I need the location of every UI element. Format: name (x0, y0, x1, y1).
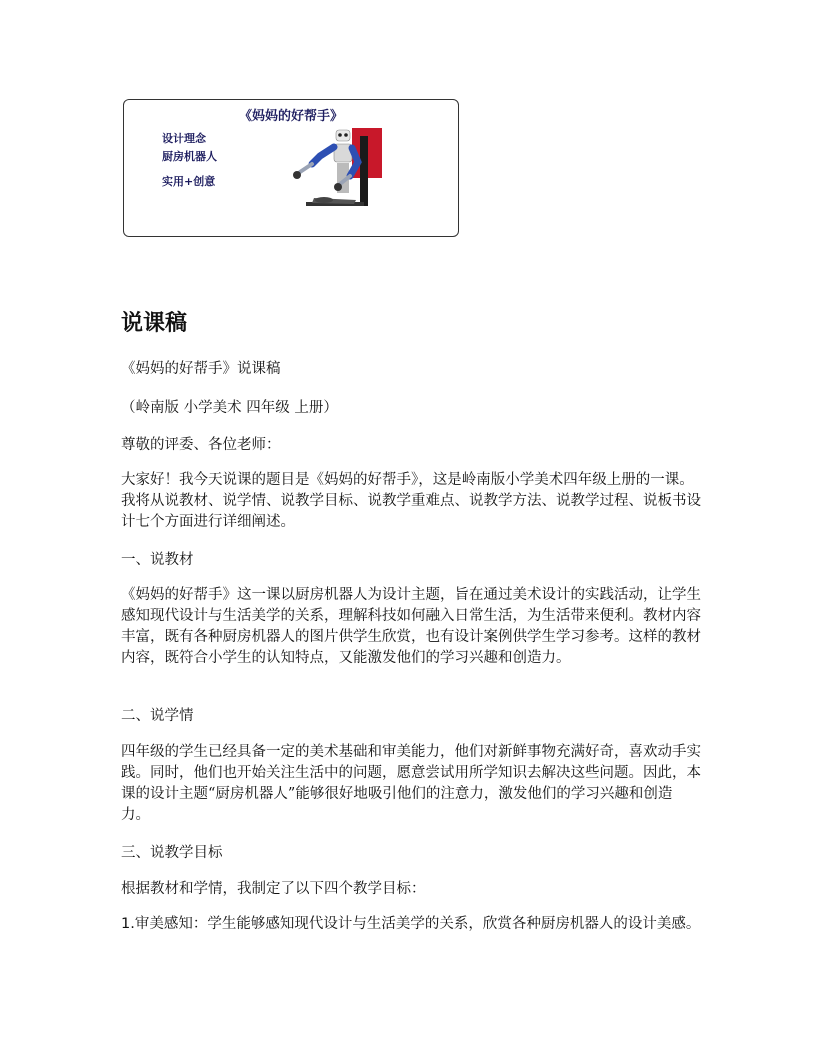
section-heading-objectives: 三、说教学目标 (121, 845, 223, 861)
paragraph-salutation: 尊敬的评委、各位老师： (121, 437, 281, 453)
cover-card (123, 99, 459, 237)
list-number: 1. (121, 916, 135, 932)
card-line-design-concept: 设计理念 (162, 132, 206, 145)
paragraph-students: 四年级的学生已经具备一定的美术基础和审美能力，他们对新鲜事物充满好奇，喜欢动手实践。同时，他们也开始关注生活中的问题，愿意尝试用所学知识去解决这些问题。因此，本课的设计主题“厨房机器人”能够很好地吸引他们的注意力，激发他们的学习兴趣和创造力。 (121, 744, 701, 823)
section-heading-textbook: 一、说教材 (121, 552, 194, 568)
page-title: 说课稿 (121, 311, 188, 336)
card-line-kitchen-robot: 厨房机器人 (162, 150, 217, 163)
kitchen-robot-image (284, 126, 384, 212)
card-line-practical-creative: 实用+创意 (162, 175, 216, 188)
list-item-objective-1 (121, 914, 701, 935)
paragraph-intro: 大家好！我今天说课的题目是《妈妈的好帮手》，这是岭南版小学美术四年级上册的一课。我将从说教材、说学情、说教学目标、说教学重难点、说教学方法、说教学过程、说板书设计七个方面进行详细阐述。 (121, 472, 701, 530)
paragraph-doc-title: 《妈妈的好帮手》说课稿 (121, 361, 281, 377)
paragraph-edition: （岭南版 小学美术 四年级 上册） (121, 400, 338, 416)
paragraph-textbook: 《妈妈的好帮手》这一课以厨房机器人为设计主题，旨在通过美术设计的实践活动，让学生感知现代设计与生活美学的关系，理解科技如何融入日常生活，为生活带来便利。教材内容丰富，既有各种厨房机器人的图片供学生欣赏，也有设计案例供学生学习参考。这样的教材内容，既符合小学生的认知特点，又能激发他们的学习兴趣和创造力。 (121, 587, 701, 666)
section-heading-students: 二、说学情 (121, 708, 194, 724)
card-title: 《妈妈的好帮手》 (238, 109, 343, 124)
paragraph-objectives-intro: 根据教材和学情，我制定了以下四个教学目标： (121, 881, 426, 897)
list-item-text: 审美感知：学生能够感知现代设计与生活美学的关系，欣赏各种厨房机器人的设计美感。 (134, 916, 701, 932)
